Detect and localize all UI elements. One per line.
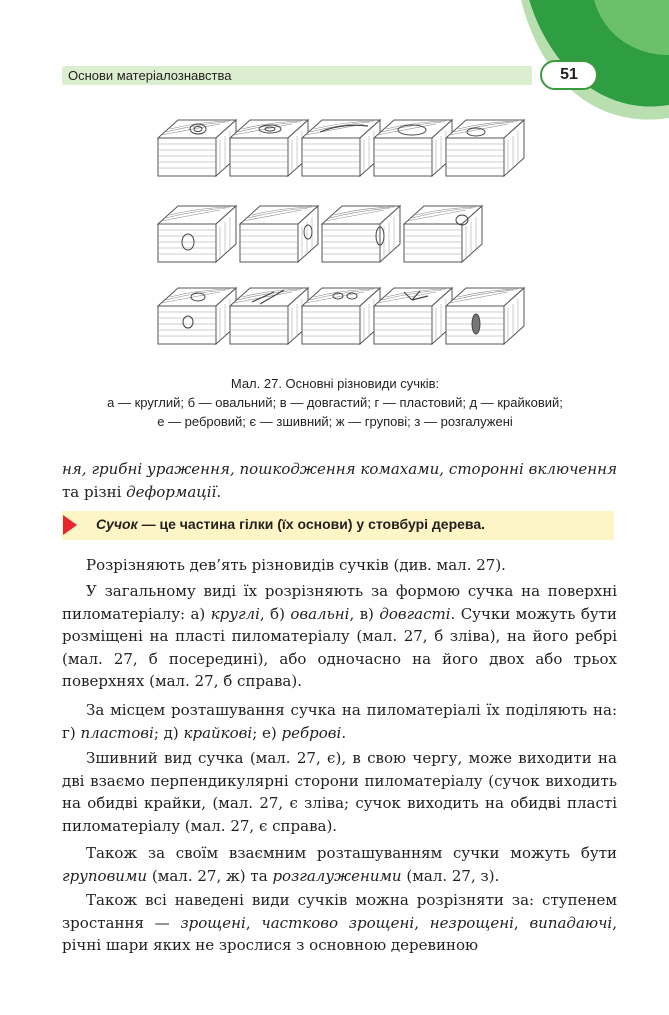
- paragraph: [62, 747, 617, 837]
- paragraph: [62, 889, 617, 957]
- caption-line: Мал. 27. Основні різновиди сучків:: [230, 376, 440, 391]
- text-span: випадаючі: [529, 913, 613, 932]
- wood-knot-types-illustration: [150, 108, 530, 373]
- text-span: , б): [259, 604, 291, 623]
- text-span: довгасті: [379, 604, 451, 623]
- text-span: деформації: [126, 482, 217, 501]
- paragraph: [62, 842, 617, 887]
- text-span: ; д): [153, 723, 184, 742]
- continuation-paragraph: [62, 458, 617, 503]
- text-span: реброві: [281, 723, 342, 742]
- text-span: Розрізняють дев’ять різновидів сучків (див. мал. 27).: [86, 556, 506, 574]
- paragraph: [62, 699, 617, 744]
- text-span: , в): [349, 604, 380, 623]
- text-span: ня, грибні ураження, пошкодження комахами, сторонні включення: [62, 460, 617, 478]
- text-span: та різні: [62, 482, 127, 501]
- text-span: круглі: [210, 604, 260, 623]
- text-span: зрощені: [180, 913, 246, 932]
- text-span: груповими: [62, 866, 148, 885]
- text-span: пластові: [80, 723, 154, 742]
- text-span: ; е): [252, 723, 282, 742]
- text-span: частково зрощені: [261, 913, 415, 932]
- section-title: Основи матеріалознавства: [68, 68, 232, 83]
- text-span: (мал. 27, ж) та: [147, 866, 273, 885]
- text-span: Також всі наведені види сучків можна розрізняти за: ступенем зростання —: [62, 891, 617, 932]
- definition-text: [96, 516, 485, 532]
- figure-caption: [40, 374, 630, 431]
- text-span: ,: [245, 913, 262, 932]
- caption-line: е — ребровий; є — зшивний; ж — групові; з — розгалужені: [157, 414, 513, 429]
- red-triangle-marker-icon: [63, 515, 77, 535]
- text-span: Зшивний вид сучка (мал. 27, є), в свою чергу, може виходити на дві взаємо перпендикулярні сторони пиломатеріалу (сучок виходить на обидві крайки, (мал. 27, є зліва; сучок виходить на обидві пласті пиломатеріалу (мал. 27, є справа).: [62, 749, 617, 835]
- text-span: ,: [414, 913, 430, 932]
- text-span: .: [216, 482, 222, 501]
- text-span: Також за своїм взаємним розташуванням сучки можуть бути: [86, 844, 617, 862]
- page-number: 51: [540, 60, 598, 90]
- definition-term: Сучок: [96, 516, 138, 532]
- text-span: незрощені: [429, 913, 514, 932]
- text-span: овальні: [290, 604, 350, 623]
- text-span: крайкові: [183, 723, 253, 742]
- text-span: ,: [513, 913, 530, 932]
- text-span: . Сучки можуть бути розміщені на пласті пиломатеріалу (мал. 27, б зліва), на його ребрі (мал. 27, б посередині), або одночасно на його двох або трьох поверхнях (мал. 27, б справа).: [62, 604, 618, 690]
- text-span: , річні шари яких не зрослися з основною деревиною: [62, 913, 617, 954]
- paragraph: [62, 580, 617, 693]
- definition-body: — це частина гілки (їх основи) у стовбурі дерева.: [137, 516, 486, 532]
- text-span: У загальному виді їх розрізняють за формою сучка на поверхні пиломатеріалу: а): [62, 582, 617, 623]
- text-span: (мал. 27, з).: [401, 866, 500, 885]
- text-span: розгалуженими: [272, 866, 402, 885]
- paragraph: [62, 554, 617, 577]
- text-span: За місцем розташування сучка на пиломатеріалі їх поділяють на: г): [62, 701, 617, 742]
- text-span: .: [341, 723, 347, 742]
- caption-line: а — круглий; б — овальний; в — довгастий; г — пластовий; д — крайковий;: [107, 395, 563, 410]
